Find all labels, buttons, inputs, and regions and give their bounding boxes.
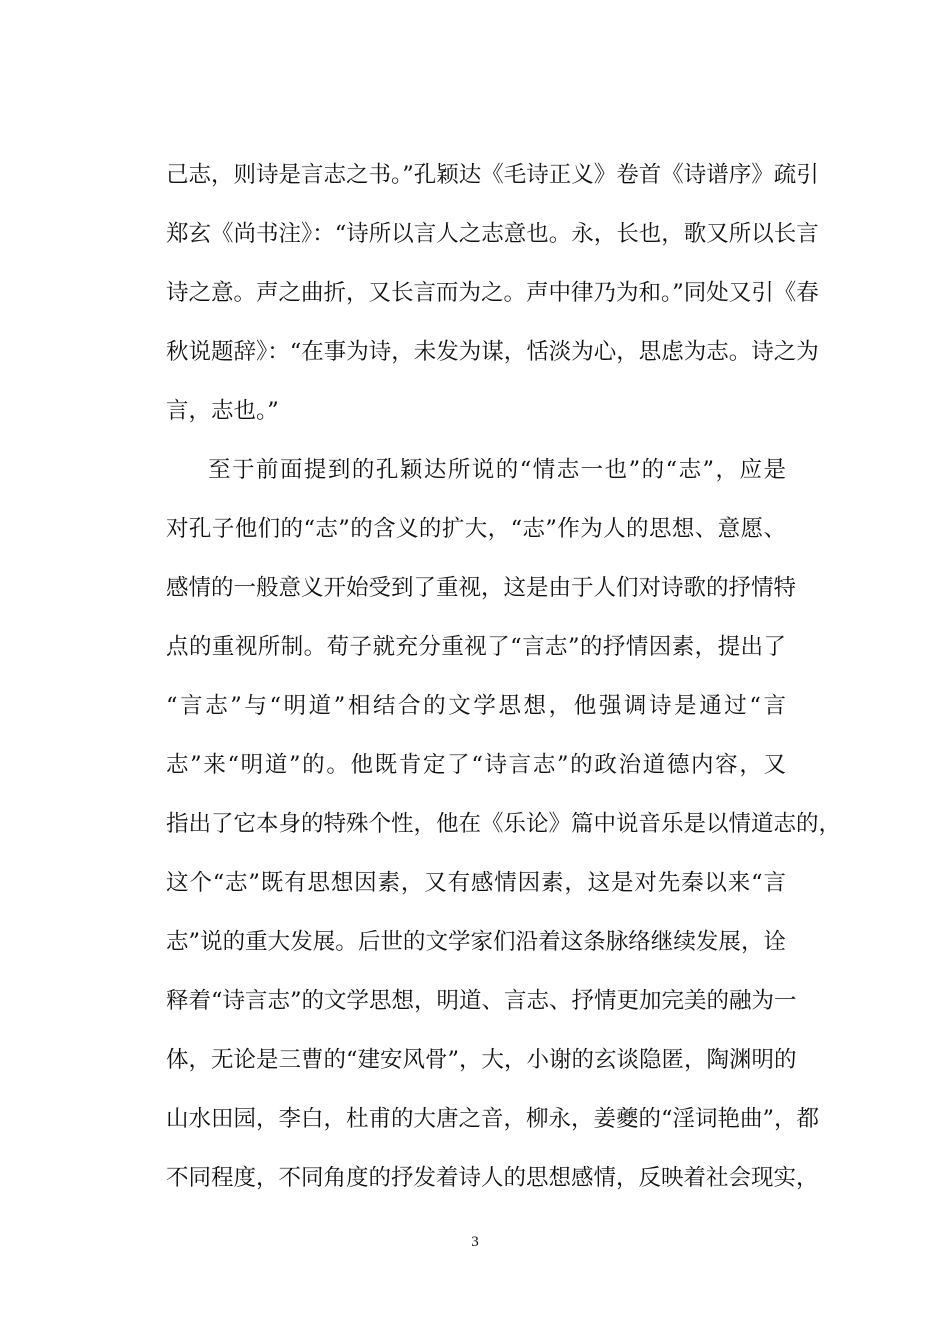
text-line: 点的重视所制。荀子就充分重视了“言志”的抒情因素，提出了	[166, 634, 786, 660]
text-line: 这个“志”既有思想因素，又有感情因素，这是对先秦以来“言	[166, 870, 786, 896]
text-line: 感情的一般意义开始受到了重视，这是由于人们对诗歌的抒情特	[166, 575, 797, 601]
text-line: 山水田园，李白，杜甫的大唐之音，柳永，姜夔的“淫词艳曲”，都	[166, 1106, 820, 1132]
text-line: 对孔子他们的“志”的含义的扩大，“志”作为人的思想、意愿、	[166, 516, 786, 542]
text-line: 志”来“明道”的。他既肯定了“诗言志”的政治道德内容，又	[166, 752, 786, 778]
text-line: “言志”与“明道”相结合的文学思想，他强调诗是通过“言	[166, 693, 786, 719]
text-line: 至于前面提到的孔颖达所说的“情志一也”的“志”，应是	[208, 457, 786, 483]
text-line: 指出了它本身的特殊个性，他在《乐论》篇中说音乐是以情道志的，	[166, 811, 842, 837]
text-line: 不同程度，不同角度的抒发着诗人的思想感情，反映着社会现实，	[166, 1165, 819, 1191]
text-line: 秋说题辞》：“在事为诗，未发为谋，恬淡为心，思虑为志。诗之为	[166, 339, 819, 365]
text-line: 诗之意。声之曲折，又长言而为之。声中律乃为和。”同处又引《春	[166, 280, 819, 306]
text-line: 己志，则诗是言志之书。”孔颖达《毛诗正义》卷首《诗谱序》疏引	[166, 162, 819, 188]
page-number: 3	[471, 1234, 479, 1250]
text-line: 郑玄《尚书注》：“诗所以言人之志意也。永，长也，歌又所以长言	[166, 221, 819, 247]
text-line: 志”说的重大发展。后世的文学家们沿着这条脉络继续发展，诠	[166, 929, 786, 955]
text-line: 体，无论是三曹的“建安风骨”，大，小谢的玄谈隐匿，陶渊明的	[166, 1047, 797, 1073]
text-line: 言，志也。”	[166, 398, 279, 424]
text-line: 释着“诗言志”的文学思想，明道、言志、抒情更加完美的融为一	[166, 988, 797, 1014]
